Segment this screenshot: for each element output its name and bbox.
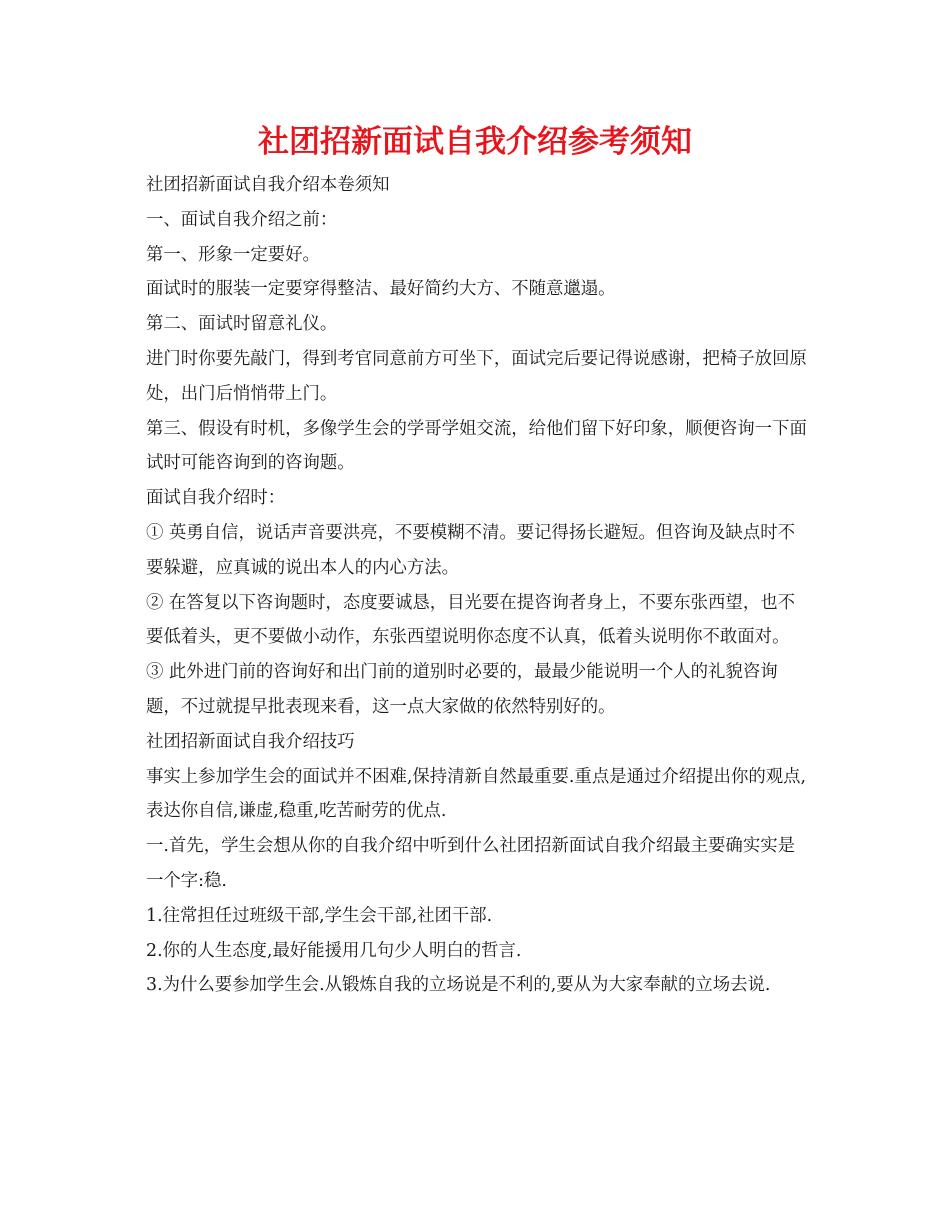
document-title: 社团招新面试自我介绍参考须知 (258, 124, 692, 160)
paragraph: 面试自我介绍时： (146, 488, 286, 509)
paragraph: 2.你的人生态度,最好能援用几句少人明白的哲言. (146, 940, 522, 961)
paragraph: ③ 此外进门前的咨询好和出门前的道别时必要的，最最少能说明一个人的礼貌咨询题，不过就提早批表现来看，这一点大家做的依然特别好的。 (146, 662, 778, 717)
paragraph: 进门时你要先敲门，得到考官同意前方可坐下，面试完后要记得说感谢，把椅子放回原处，出门后悄悄带上门。 (146, 348, 807, 404)
paragraph: 社团招新面试自我介绍本卷须知 (146, 175, 390, 195)
paragraph: 面试时的服装一定要穿得整洁、最好简约大方、不随意邋遢。 (146, 279, 616, 300)
paragraph: ① 英勇自信，说话声音要洪亮，不要模糊不清。要记得扬长避短。但咨询及缺点时不要躲避，应真诚的说出本人的内心方法。 (146, 522, 795, 578)
paragraph: 3.为什么要参加学生会.从锻炼自我的立场说是不利的,要从为大家奉献的立场去说. (146, 975, 771, 996)
paragraph: 社团招新面试自我介绍技巧 (146, 731, 355, 752)
paragraph: 一.首先，学生会想从你的自我介绍中听到什么社团招新面试自我介绍最主要确实实是一个字:稳. (146, 836, 795, 891)
paragraph: 第二、面试时留意礼仪。 (146, 314, 338, 335)
paragraph: 一、面试自我介绍之前： (146, 209, 338, 230)
paragraph: 1.往常担任过班级干部,学生会干部,社团干部. (146, 905, 493, 926)
paragraph: 事实上参加学生会的面试并不困难,保持清新自然最重要.重点是通过介绍提出你的观点,表达你自信,谦虚,稳重,吃苦耐劳的优点. (146, 766, 807, 822)
paragraph: 第三、假设有时机，多像学生会的学哥学姐交流，给他们留下好印象，顺便咨询一下面试时可能咨询到的咨询题。 (146, 418, 807, 474)
paragraph: 第一、形象一定要好。 (146, 244, 320, 265)
document-body (146, 168, 811, 1003)
paragraph: ② 在答复以下咨询题时，态度要诚恳，目光要在提咨询者身上，不要东张西望，也不要低着头，更不要做小动作，东张西望说明你态度不认真，低着头说明你不敢面对。 (146, 592, 795, 648)
